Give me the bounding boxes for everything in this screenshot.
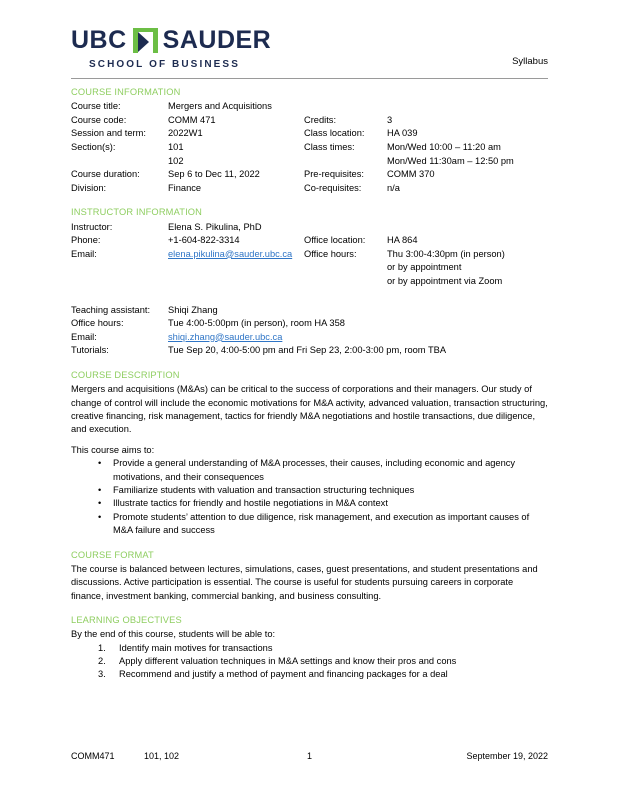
row-value: Tue Sep 20, 4:00-5:00 pm and Fri Sep 23, 2:00-3:00 pm, room TBA — [168, 345, 447, 356]
row-value: Finance — [168, 182, 202, 193]
spacer — [71, 195, 548, 206]
row-label: Tutorials: — [71, 345, 109, 356]
row-label: Session and term: — [71, 128, 146, 139]
list-item: Identify main motives for transactions — [119, 642, 273, 653]
instructor-email-text: elena.pikulina@sauder.ubc.ca — [168, 248, 293, 259]
row-value: COMM 370 — [387, 169, 435, 180]
spacer — [71, 538, 548, 549]
section-heading-course-format: COURSE FORMAT — [71, 549, 154, 560]
spacer — [71, 289, 548, 304]
row-label: Section(s): — [71, 141, 116, 152]
spacer — [71, 603, 548, 614]
row-value — [387, 221, 548, 235]
logo-wordmark — [71, 27, 271, 53]
section-heading-course-description: COURSE DESCRIPTION — [71, 369, 180, 380]
row-label: Class location: — [304, 128, 365, 139]
row-label: Course title: — [71, 101, 121, 112]
row-value: n/a — [387, 182, 400, 193]
row-value: Thu 3:00-4:30pm (in person) — [387, 248, 505, 259]
row-value: Sep 6 to Dec 11, 2022 — [168, 169, 260, 180]
row-label: Office location: — [304, 235, 366, 246]
row-label: Co-requisites: — [304, 182, 362, 193]
document-type-label: Syllabus — [512, 56, 548, 67]
row-label: Office hours: — [71, 318, 124, 329]
section-heading-instructor-information: INSTRUCTOR INFORMATION — [71, 207, 203, 218]
row-value: Mon/Wed 11:30am – 12:50 pm — [387, 155, 514, 166]
row-label — [304, 100, 387, 114]
row-value: 2022W1 — [168, 128, 203, 139]
course-information-table — [71, 100, 548, 195]
ubc-sauder-logo — [71, 27, 271, 70]
row-label — [71, 275, 168, 289]
row-label: Phone: — [71, 235, 101, 246]
row-label: Instructor: — [71, 221, 113, 232]
row-value: COMM 471 — [168, 114, 216, 125]
ta-email-text: shiqi.zhang@sauder.ubc.ca — [168, 331, 283, 342]
row-label: Teaching assistant: — [71, 304, 151, 315]
row-label: Course duration: — [71, 169, 140, 180]
row-value: Tue 4:00-5:00pm (in person), room HA 358 — [168, 318, 345, 329]
footer-date: September 19, 2022 — [466, 751, 548, 761]
section-heading-learning-objectives: LEARNING OBJECTIVES — [71, 615, 182, 625]
course-description-paragraph: Mergers and acquisitions (M&As) can be critical to the success of corporations and their managers. Our study of change of control will include the economic motivations for M&A activity, advanced valuation, transaction structuring, creative financing, risk management, tactics for friendly M&A negotiations and hostile transactions, due diligence, and execution. — [71, 384, 548, 435]
row-label — [304, 261, 387, 275]
row-value: or by appointment — [387, 262, 462, 273]
doorway-triangle-shape — [138, 32, 149, 52]
list-item: • Provide a general understanding of M&A processes, their causes, including economic and agency motivations, and their consequences — [71, 457, 548, 484]
ubc-doorway-icon — [133, 28, 158, 53]
row-value: or by appointment via Zoom — [387, 275, 503, 286]
row-value: 102 — [168, 155, 184, 166]
row-label: Credits: — [304, 114, 337, 125]
row-label — [304, 155, 387, 169]
footer-page-number: 1 — [306, 751, 312, 761]
row-value — [168, 261, 304, 275]
instructor-email-link[interactable] — [168, 248, 304, 262]
row-label: Email: — [71, 331, 97, 342]
row-value: Mergers and Acquisitions — [168, 101, 272, 112]
list-item: Recommend and justify a method of payment and financing packages for a deal — [119, 669, 448, 680]
row-value: HA 039 — [387, 128, 418, 139]
row-label: Pre-requisites: — [304, 169, 364, 180]
row-label: Office hours: — [304, 248, 357, 259]
logo-ubc-text: UBC — [71, 25, 127, 54]
page-header — [71, 27, 548, 70]
row-label: Division: — [71, 182, 107, 193]
course-format-paragraph: The course is balanced between lectures, simulations, cases, guest presentations, and student presentations and discussions. Active participation is essential. The course is useful for students pursuing careers in corporate finance, investment banking, commercial banking, and business consulting. — [71, 563, 538, 601]
logo-subtitle: SCHOOL OF BUSINESS — [89, 59, 240, 70]
section-heading-course-information: COURSE INFORMATION — [71, 87, 181, 97]
row-value: Shiqi Zhang — [168, 304, 218, 315]
row-label — [304, 221, 387, 235]
spacer — [71, 358, 548, 369]
row-value: Elena S. Pikulina, PhD — [168, 221, 262, 232]
row-label: Email: — [71, 248, 97, 259]
footer-row — [71, 751, 548, 765]
row-label: Course code: — [71, 114, 127, 125]
row-value: Mon/Wed 10:00 – 11:20 am — [387, 141, 501, 152]
row-label: Class times: — [304, 141, 355, 152]
row-value — [387, 100, 548, 114]
course-aims-list — [71, 457, 548, 537]
list-item: • Illustrate tactics for friendly and hostile negotiations in M&A context — [71, 497, 548, 510]
list-item: • Familiarize students with valuation and transaction structuring techniques — [71, 484, 548, 497]
row-label — [71, 155, 168, 169]
instructor-information-table — [71, 221, 548, 289]
logo-sauder-text: SAUDER — [162, 25, 272, 54]
learning-objectives-list — [71, 642, 548, 682]
header-row — [71, 27, 548, 70]
document-content — [71, 86, 548, 682]
list-item: • Promote students’ attention to due diligence, risk management, and execution as important causes of M&A failure and success — [71, 511, 548, 538]
header-divider — [71, 78, 548, 79]
course-aims-intro: This course aims to: — [71, 444, 155, 455]
row-value: 3 — [387, 114, 393, 125]
row-label — [304, 275, 387, 289]
row-value: 101 — [168, 141, 184, 152]
row-label — [71, 261, 168, 275]
row-value — [168, 275, 304, 289]
learning-objectives-intro: By the end of this course, students will be able to: — [71, 629, 276, 640]
row-value: HA 864 — [387, 235, 418, 246]
list-item: Apply different valuation techniques in M&A settings and know their pros and cons — [119, 656, 457, 667]
footer-sections: 101, 102 — [144, 751, 180, 761]
teaching-assistant-table — [71, 304, 548, 358]
row-value: +1-604-822-3314 — [168, 235, 240, 246]
spacer — [71, 437, 548, 444]
page-footer — [71, 751, 548, 765]
footer-course-code: COMM471 — [71, 751, 115, 761]
ta-email-link[interactable] — [168, 331, 548, 345]
